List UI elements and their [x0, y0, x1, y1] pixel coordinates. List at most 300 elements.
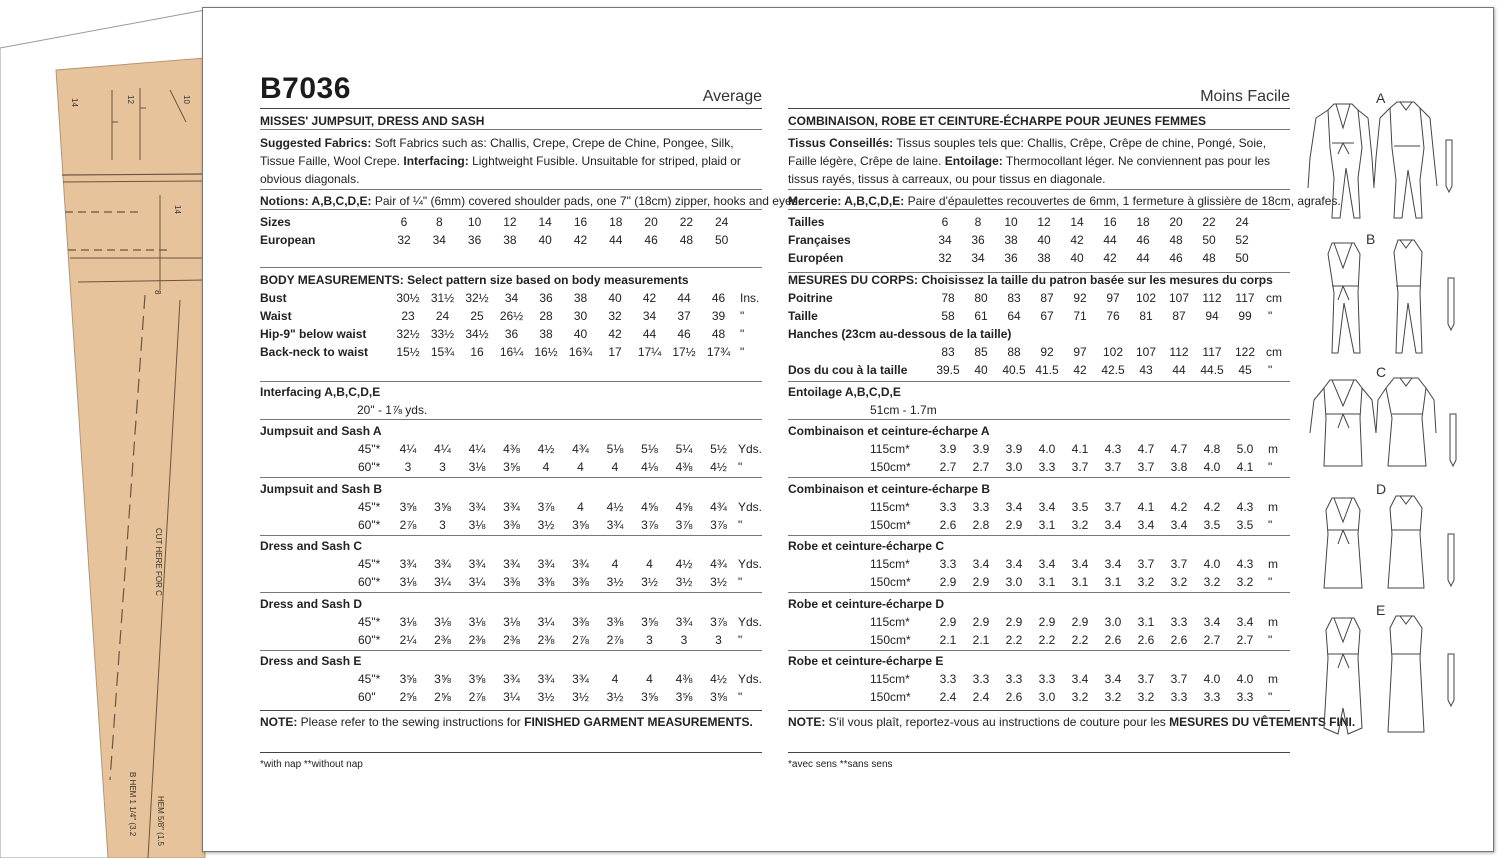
unit-label: ": [738, 517, 743, 532]
cell-value: 2⅞: [399, 517, 417, 532]
cell-value: 10: [1004, 215, 1018, 229]
unit-label: Ins.: [740, 291, 760, 305]
cell-value: 3¾: [468, 557, 486, 571]
row-label: Sizes: [260, 215, 291, 229]
cell-value: 4.8: [1203, 442, 1221, 456]
cell-value: 44: [1172, 363, 1186, 377]
unit-label: Yds.: [738, 614, 763, 629]
row-label: Back-neck to waist: [260, 345, 369, 359]
cell-value: 3.4: [1005, 557, 1023, 571]
cell-value: 2.4: [972, 690, 990, 704]
view-title: Jumpsuit and Sash B: [260, 481, 383, 496]
cell-value: 30: [573, 309, 588, 323]
cell-value: 3.4: [1104, 557, 1122, 571]
row-label: Waist: [260, 309, 292, 323]
cell-value: 94: [1205, 309, 1219, 323]
section-divider: [260, 592, 762, 593]
cell-value: 23: [401, 309, 415, 323]
cell-value: 2⅞: [606, 632, 624, 647]
fabric-width: 60": [358, 690, 376, 704]
cell-value: 3: [404, 460, 412, 474]
cell-value: 3⅝: [468, 672, 486, 686]
tissue-mark: 14: [70, 98, 79, 107]
cell-value: 3.7: [1104, 460, 1122, 474]
note: NOTE: Please refer to the sewing instructions for FINISHED GARMENT MEASUREMENTS.: [260, 715, 753, 729]
cell-value: 3.7: [1137, 672, 1155, 686]
row-label: Hanches (23cm au-dessous de la taille): [788, 327, 1012, 341]
cell-value: 58: [941, 309, 955, 323]
tissue-mark: CUT HERE FOR C: [154, 528, 163, 596]
cell-value: 40: [1037, 233, 1051, 247]
cell-value: 25: [470, 309, 484, 323]
cell-value: 17½: [672, 345, 696, 359]
cell-value: 31½: [430, 291, 455, 305]
cell-value: 16½: [534, 345, 558, 359]
tissue-mark: 8: [153, 290, 162, 295]
cell-value: 3⅛: [399, 614, 417, 629]
view-c-back-drawing: [1376, 378, 1436, 466]
cell-value: 48: [1202, 251, 1216, 265]
fabric-width: 115cm*: [870, 672, 910, 686]
cell-value: 20: [1169, 215, 1183, 229]
cell-value: 20: [644, 215, 658, 229]
view-b-front-drawing: [1328, 243, 1360, 353]
cell-value: 3.4: [1236, 614, 1254, 629]
cell-value: 83: [941, 345, 955, 359]
cell-value: 3.4: [1170, 517, 1188, 532]
cell-value: 3¾: [606, 517, 624, 532]
cell-value: 28: [539, 309, 553, 323]
view-e-front-drawing: [1324, 618, 1362, 734]
cell-value: 4⅝: [675, 499, 693, 514]
cell-value: 3.3: [1170, 614, 1188, 629]
cell-value: 2⅞: [468, 690, 486, 704]
view-title: Robe et ceinture-écharpe E: [788, 654, 944, 668]
cell-value: 3.0: [1104, 614, 1122, 629]
cell-value: 3½: [710, 575, 727, 589]
interfacing-yardage-value-fr: 51cm - 1.7m: [870, 403, 937, 417]
cell-value: 46: [1136, 233, 1150, 247]
section-divider: [788, 650, 1290, 651]
body-measurements-heading: BODY MEASUREMENTS: Select pattern size based on body measurements: [260, 273, 689, 287]
cell-value: 4.0: [1203, 460, 1221, 474]
unit-label: ": [738, 460, 743, 474]
cell-value: 42: [608, 327, 622, 341]
cell-value: 8: [974, 215, 982, 229]
cell-value: 102: [1102, 345, 1124, 359]
cell-value: 36: [539, 291, 553, 305]
cell-value: 4.3: [1104, 442, 1122, 456]
cell-value: 3.4: [972, 557, 990, 571]
section-divider: [260, 710, 762, 711]
cell-value: 3.7: [1170, 557, 1188, 571]
cell-value: 3⅝: [399, 672, 417, 686]
cell-value: 42: [1070, 233, 1084, 247]
cell-value: 3.2: [1236, 575, 1254, 589]
unit-label: m: [1268, 672, 1278, 686]
unit-label: ": [1268, 460, 1273, 474]
cell-value: 12: [1037, 215, 1051, 229]
view-title: Dress and Sash C: [260, 539, 363, 553]
cell-value: 3.3: [1038, 672, 1056, 686]
cell-value: 3.5: [1071, 499, 1089, 514]
cell-value: 2⅞: [572, 632, 589, 647]
cell-value: 4.7: [1170, 442, 1188, 456]
cell-value: 92: [1073, 291, 1087, 305]
cell-value: 48: [1169, 233, 1183, 247]
cell-value: 3.2: [1071, 517, 1089, 532]
section-divider: [788, 535, 1290, 536]
cell-value: 3.4: [1104, 672, 1122, 686]
cell-value: 3⅜: [572, 575, 589, 589]
fabric-width: 150cm*: [870, 575, 911, 589]
cell-value: 3½: [675, 575, 693, 589]
cell-value: 32½: [396, 327, 420, 341]
cell-value: 40: [608, 291, 622, 305]
cell-value: 117: [1202, 345, 1222, 359]
cell-value: 3⅝: [434, 499, 451, 514]
cell-value: 2.9: [972, 575, 990, 589]
fabric-width: 150cm*: [870, 517, 911, 532]
cell-value: 30½: [396, 291, 420, 305]
cell-value: 3⅛: [468, 614, 486, 629]
fabric-width: 150cm*: [870, 460, 911, 474]
unit-label: m: [1268, 442, 1278, 456]
cell-value: 46: [1169, 251, 1183, 265]
unit-label: Yds.: [738, 672, 763, 686]
cell-value: 22: [1202, 215, 1216, 229]
cell-value: 3.5: [1203, 517, 1221, 532]
cell-value: 3: [646, 632, 653, 647]
fabric-width: 45"*: [358, 499, 381, 514]
cell-value: 3⅜: [572, 614, 589, 629]
cell-value: 34: [642, 309, 657, 323]
note-fr: NOTE: S'il vous plaît, reportez-vous au instructions de couture pour les MESURES DU VÊTEMENTS FINI.: [788, 715, 1356, 729]
cell-value: 40: [538, 233, 552, 247]
cell-value: 4⅜: [675, 672, 693, 686]
cell-value: 34: [938, 233, 952, 247]
cell-value: 3.9: [1005, 442, 1023, 456]
cell-value: 4.1: [1137, 499, 1155, 514]
cell-value: 4: [542, 460, 550, 474]
cell-value: 2.4: [939, 690, 957, 704]
cell-value: 4.0: [1236, 672, 1254, 686]
cell-value: 3.8: [1170, 460, 1188, 474]
cell-value: 3½: [537, 690, 555, 704]
cell-value: 3¾: [468, 499, 486, 514]
cell-value: 33½: [430, 327, 455, 341]
cell-value: 3⅛: [503, 614, 520, 629]
cell-value: 5¼: [675, 442, 693, 456]
cell-value: 2.7: [1203, 632, 1221, 647]
pattern-title: MISSES' JUMPSUIT, DRESS AND SASH: [260, 114, 485, 128]
unit-label: m: [1268, 614, 1278, 629]
cell-value: 3.4: [1038, 499, 1056, 514]
cell-value: 3¾: [503, 499, 520, 514]
cell-value: 64: [1007, 309, 1021, 323]
cell-value: 42.5: [1101, 363, 1125, 377]
cell-value: 78: [941, 291, 955, 305]
cell-value: 48: [679, 233, 694, 247]
cell-value: 18: [609, 215, 623, 229]
cell-value: 2.9: [939, 575, 957, 589]
cell-value: 44: [1136, 251, 1150, 265]
cell-value: 41.5: [1035, 363, 1059, 377]
view-title: Jumpsuit and Sash A: [260, 424, 382, 438]
cell-value: 107: [1135, 345, 1157, 359]
fabrics-paragraph-fr: Tissus Conseillés: Tissus souples tels que: Challis, Crêpe, Crêpe de chine, Pongé, Soie, Faille légère, Crêpe de laine. Entoilage: Thermocollant léger. Ne conviennent pas pour les tissus rayés, tissus à carreaux, ou pour tissus en diagonale.: [788, 136, 1271, 186]
cell-value: 4½: [710, 460, 727, 474]
view-b-back-drawing: [1394, 240, 1422, 353]
view-d-back-drawing: [1388, 496, 1424, 588]
cell-value: 4⅜: [675, 460, 693, 474]
cell-value: 3½: [641, 575, 658, 589]
cell-value: 3⅜: [606, 614, 624, 629]
cell-value: 3.9: [972, 442, 990, 456]
cell-value: 34: [971, 251, 985, 265]
cell-value: 3⅝: [434, 672, 451, 686]
cell-value: 3.0: [1038, 690, 1056, 704]
cell-value: 4.2: [1170, 499, 1188, 514]
row-label: Dos du cou à la taille: [788, 363, 908, 377]
section-divider: [788, 710, 1290, 711]
cell-value: 24: [1235, 215, 1249, 229]
fabric-width: 45"*: [358, 672, 381, 686]
cell-value: 3.1: [1137, 614, 1155, 629]
cell-value: 26½: [499, 309, 524, 323]
fabric-width: 115cm*: [870, 499, 910, 514]
cell-value: 3⅜: [503, 575, 520, 589]
fabric-width: 45"*: [358, 442, 381, 456]
fabric-width: 115cm*: [870, 614, 910, 629]
section-divider: [260, 650, 762, 651]
view-illustrations: [1302, 88, 1492, 748]
pattern-code: B7036: [260, 72, 351, 105]
cell-value: 18: [1136, 215, 1150, 229]
cell-value: 2.7: [939, 460, 957, 474]
cell-value: 2.8: [972, 517, 990, 532]
view-title: Robe et ceinture-écharpe D: [788, 596, 945, 611]
cell-value: 3⅝: [572, 517, 589, 532]
view-a-back-drawing: [1374, 102, 1437, 218]
cell-value: 3⅝: [641, 614, 658, 629]
cell-value: 36: [971, 233, 985, 247]
cell-value: 32: [397, 233, 411, 247]
cell-value: 44.5: [1200, 363, 1224, 377]
cell-value: 3¾: [537, 557, 555, 571]
cell-value: 3¾: [675, 614, 693, 629]
cell-value: 92: [1040, 345, 1054, 359]
tissue-mark: 12: [126, 95, 135, 104]
cell-value: 6: [400, 215, 408, 229]
cell-value: 4½: [606, 499, 624, 514]
cell-value: 4: [611, 460, 619, 474]
cell-value: 44: [642, 327, 657, 341]
cell-value: 3.3: [1038, 460, 1056, 474]
tissue-mark: 10: [182, 95, 191, 104]
cell-value: 88: [1007, 345, 1021, 359]
cell-value: 2.2: [1005, 632, 1023, 647]
cell-value: 4.0: [1038, 442, 1056, 456]
body-measurements-heading-fr: MESURES DU CORPS: Choisissez la taille du patron basée sur les mesures du corps: [788, 273, 1273, 287]
cell-value: 85: [974, 345, 988, 359]
cell-value: 44: [677, 291, 691, 305]
cell-value: 22: [679, 215, 694, 229]
cell-value: 3.3: [1203, 690, 1221, 704]
view-title: Combinaison et ceinture-écharpe A: [788, 424, 990, 438]
cell-value: 3.4: [1203, 614, 1221, 629]
row-label: European: [260, 233, 316, 247]
cell-value: 4¾: [710, 499, 727, 514]
cell-value: 3.2: [1137, 575, 1155, 589]
row-label: Européen: [788, 251, 844, 265]
cell-value: 3.2: [1137, 690, 1155, 704]
cell-value: 4.3: [1236, 499, 1254, 514]
cell-value: 3¼: [434, 575, 451, 589]
cell-value: 2⅜: [468, 632, 486, 647]
cell-value: 97: [1106, 291, 1120, 305]
fabric-width: 150cm*: [870, 690, 911, 704]
row-label: Taille: [788, 309, 818, 323]
cell-value: 42: [642, 291, 657, 305]
cell-value: 2¼: [399, 632, 417, 647]
cell-value: 44: [609, 233, 623, 247]
section-divider: [260, 535, 762, 536]
cell-value: 40: [573, 327, 588, 341]
cell-value: 2.6: [1104, 632, 1122, 647]
cell-value: 2.6: [1170, 632, 1188, 647]
unit-label: ": [740, 345, 745, 359]
cell-value: 43: [1139, 363, 1153, 377]
cell-value: 39.5: [936, 363, 960, 377]
cell-value: 37: [677, 309, 691, 323]
interfacing-yardage-label-fr: Entoilage A,B,C,D,E: [788, 385, 901, 399]
difficulty-level-fr: Moins Facile: [1200, 88, 1290, 105]
cell-value: 16: [1103, 215, 1117, 229]
cell-value: 102: [1135, 291, 1157, 305]
cell-value: 3¼: [503, 690, 520, 704]
cell-value: 3.3: [939, 499, 957, 514]
cell-value: 38: [503, 233, 517, 247]
tissue-mark: B HEM 1 1/4" (3.2: [128, 772, 137, 837]
unit-label: ": [738, 575, 743, 589]
cell-value: 3: [439, 517, 446, 532]
cell-value: 34½: [465, 327, 489, 341]
cell-value: 3⅝: [399, 499, 417, 514]
cell-value: 46: [644, 233, 658, 247]
cell-value: 3.3: [1170, 690, 1188, 704]
unit-label: ": [1268, 309, 1273, 323]
cell-value: 3.4: [1137, 517, 1155, 532]
cell-value: 3.4: [1071, 672, 1089, 686]
cell-value: 2.9: [972, 614, 990, 629]
cell-value: 3.7: [1071, 460, 1089, 474]
cell-value: 3⅞: [675, 517, 693, 532]
cell-value: 40.5: [1002, 363, 1026, 377]
cell-value: 4.1: [1236, 460, 1254, 474]
cell-value: 4.2: [1203, 499, 1221, 514]
cell-value: 3.7: [1137, 557, 1155, 571]
cell-value: 4.3: [1236, 557, 1254, 571]
cell-value: 3⅞: [710, 614, 727, 629]
cell-value: 2.7: [972, 460, 990, 474]
cell-value: 3.4: [1071, 557, 1089, 571]
cell-value: 32: [938, 251, 952, 265]
cell-value: 2.2: [1071, 632, 1089, 647]
cell-value: 3.4: [1038, 557, 1056, 571]
cell-value: 3.0: [1005, 460, 1023, 474]
cell-value: 4: [646, 557, 653, 571]
cell-value: 42: [1073, 363, 1087, 377]
section-divider: [788, 592, 1290, 593]
cell-value: 76: [1106, 309, 1120, 323]
cell-value: 5½: [710, 442, 727, 456]
unit-label: ": [738, 690, 743, 704]
unit-label: Yds.: [738, 442, 763, 456]
cell-value: 2⅜: [537, 632, 555, 647]
cell-value: 117: [1235, 291, 1255, 305]
cell-value: 46: [677, 327, 691, 341]
fabric-width: 60"*: [358, 517, 381, 532]
cell-value: 2.2: [1038, 632, 1056, 647]
view-d-front-drawing: [1324, 498, 1362, 588]
cell-value: 4.1: [1071, 442, 1089, 456]
cell-value: 80: [974, 291, 988, 305]
cell-value: 3.3: [1005, 672, 1023, 686]
cell-value: 3.1: [1038, 517, 1056, 532]
cell-value: 3: [715, 632, 722, 647]
cell-value: 3¼: [468, 575, 486, 589]
cell-value: 14: [538, 215, 552, 229]
difficulty-level: Average: [702, 88, 762, 105]
cell-value: 4¼: [434, 442, 451, 456]
row-label: Bust: [260, 291, 287, 305]
row-label: Hip-9" below waist: [260, 327, 367, 341]
cell-value: 3.3: [1236, 690, 1254, 704]
cell-value: 3.9: [939, 442, 957, 456]
cell-value: 3⅛: [434, 614, 451, 629]
cell-value: 2.6: [939, 517, 957, 532]
cell-value: 3.4: [1104, 517, 1122, 532]
cell-value: 4.7: [1137, 442, 1155, 456]
cell-value: 5.0: [1236, 442, 1254, 456]
unit-label: Yds.: [738, 499, 763, 514]
unit-label: ": [1268, 575, 1273, 589]
cell-value: 3: [680, 632, 688, 647]
cell-value: 3.1: [1071, 575, 1089, 589]
cell-value: 3.7: [1104, 499, 1122, 514]
cell-value: 3.1: [1104, 575, 1122, 589]
notions: Notions: A,B,C,D,E: Pair of ¼" (6mm) covered shoulder pads, one 7" (18cm) zipper, hooks and eyes.: [260, 194, 801, 208]
cell-value: 5⅛: [606, 442, 624, 456]
cell-value: 38: [573, 291, 588, 305]
cell-value: 3.3: [972, 672, 990, 686]
cell-value: 3.1: [1038, 575, 1056, 589]
cell-value: 4¾: [572, 442, 589, 456]
unit-label: ": [740, 309, 745, 323]
cell-value: 3¾: [503, 557, 520, 571]
footnote: *with nap **without nap: [260, 759, 363, 770]
cell-value: 17¼: [637, 345, 662, 359]
cell-value: 40: [974, 363, 988, 377]
row-label: Françaises: [788, 233, 851, 247]
cell-value: 2.1: [939, 632, 957, 647]
fabric-width: 115cm*: [870, 557, 910, 571]
unit-label: ": [1268, 517, 1273, 532]
unit-label: m: [1268, 499, 1278, 514]
cell-value: 4⅜: [503, 442, 520, 456]
cell-value: 97: [1073, 345, 1087, 359]
